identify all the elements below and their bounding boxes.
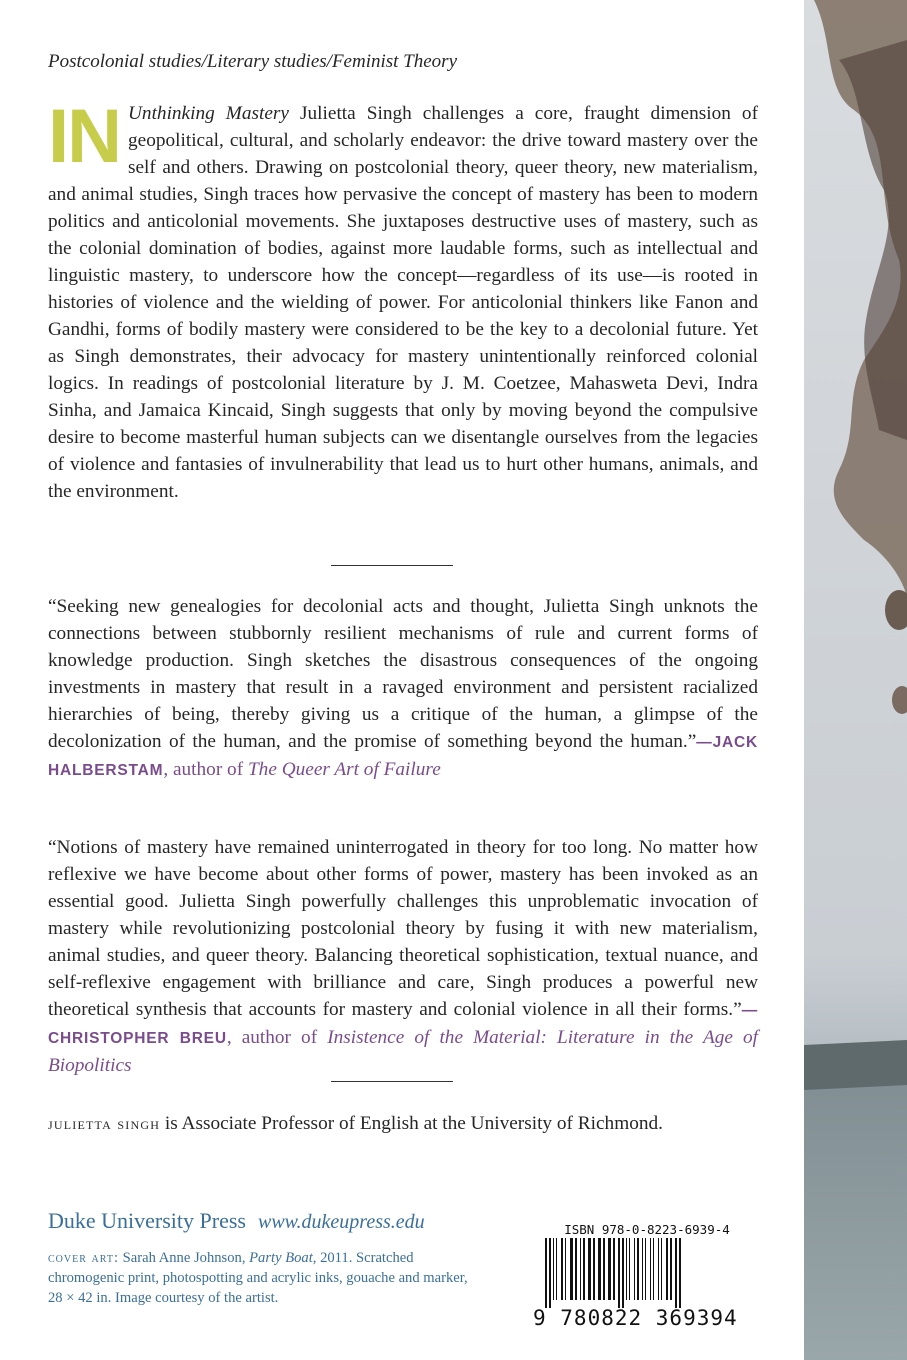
barcode-bar [603,1238,605,1300]
book-title: Unthinking Mastery [128,103,289,124]
quote-attribution: , author of [226,1027,328,1048]
barcode-bar [593,1238,595,1300]
barcode-bar [626,1238,627,1300]
barcode-bars [545,1238,749,1308]
barcode-bar [598,1238,601,1300]
barcode-bar [675,1238,677,1308]
description-blurb [48,94,758,505]
barcode-bar [618,1238,620,1308]
divider [331,1081,453,1082]
bio-text: is Associate Professor of English at the University of Richmond. [160,1113,663,1134]
quote-text: “Notions of mastery have remained uninterrogated in theory for too long. No matter how reflexive we have become about other forms of power, mastery has been invoked as an essential good. Julietta Singh powerfully challenges this unproblematic invocation of mastery while revolutionizing postcolonial theory by fusing it with new materialism, animal studies, and queer theory. Balancing theoretical sophistication, textual nuance, and self-reflexive engagement with brilliance and care, Singh produces a powerful new theoretical synthesis that accounts for mastery and colonial violence in all their forms.” [48,837,758,1020]
isbn-barcode [533,1222,761,1330]
barcode-bar [658,1238,659,1300]
barcode-bar [670,1238,672,1300]
barcode-bar [545,1238,547,1308]
quote-attribution: , author of [163,759,248,780]
barcode-bar [556,1238,557,1300]
blurb-text: Julietta Singh challenges a core, fraught dimension of geopolitical, cultural, and scholarly endeavor: the drive toward mastery over the self and others. Drawing on postcolonial theory, queer theory, new materialism, and animal studies, Singh traces how pervasive the concept of mastery has been to modern politics and anticolonial movements. She juxtaposes destructive uses of mastery, such as the colonial domination of bodies, against more laudable forms, such as intellectual and linguistic mastery, to underscore how the concept—regardless of its use—is rooted in histories of violence and the wielding of power. For anticolonial thinkers like Fanon and Gandhi, forms of bodily mastery were considered to be the key to a decolonial future. Yet as Singh demonstrates, their advocacy for mastery unintentionally reinforced colonial logics. In readings of postcolonial literature by J. M. Coetzee, Mahasweta Devi, Indra Sinha, and Jamaica Kincaid, Singh suggests that only by moving beyond the compulsive desire to become masterful human subjects can we disentangle ourselves from the legacies of violence and fantasies of invulnerability that lead us to hurt other humans, animals, and the environment. [48,103,758,502]
quote-author: —CHRISTOPHER BREU [48,1002,758,1047]
barcode-bar [629,1238,630,1300]
barcode-bar [650,1238,651,1300]
cover-art-strip [804,0,907,1360]
barcode-bar [634,1238,635,1300]
quote-author-book: The Queer Art of Failure [247,759,441,780]
quote-author: —JACK HALBERSTAM [48,734,758,779]
endorsement-quote-1 [48,593,758,784]
barcode-bar [653,1238,654,1300]
endorsement-quote-2 [48,834,758,1079]
quote-author-book: Insistence of the Material: Literature in the Age of Biopolitics [48,1027,759,1076]
barcode-bar [588,1238,591,1300]
barcode-bar [613,1238,615,1300]
barcode-bar [637,1238,639,1300]
publisher-name: Duke University Press [48,1208,246,1233]
cover-art-credit [48,1248,468,1308]
credit-work: Party Boat [249,1250,313,1266]
isbn-label: ISBN 978-0-8223-6939-4 [564,1222,730,1237]
barcode-bar [570,1238,573,1300]
divider [331,565,453,566]
barcode-bar [666,1238,668,1300]
credit-details: , 2011. Scratched chromogenic print, photospotting and acrylic inks, gouache and marker, 28 × 42 in. Image courtesy of the artist. [48,1250,468,1306]
publisher-url[interactable]: www.dukeupress.edu [257,1211,425,1233]
barcode-bar [661,1238,662,1300]
credit-label: cover art: [48,1250,119,1266]
barcode-number: 9 780822 369394 [533,1306,738,1330]
sea-area [804,1045,907,1360]
barcode-bar [561,1238,563,1300]
barcode-bar [608,1238,611,1300]
barcode-bar [580,1238,581,1300]
barcode-bar [622,1238,624,1308]
drop-cap: IN [48,94,120,179]
category-line: Postcolonial studies/Literary studies/Feminist Theory [48,51,458,72]
author-name: julietta singh [48,1114,161,1133]
quote-text: “Seeking new genealogies for decolonial acts and thought, Julietta Singh unknots the connections between stubbornly resilient mechanisms of rule and current forms of knowledge production. Singh sketches the disastrous consequences of the ongoing investments in mastery that result in a ravaged environment and persistent racialized hierarchies of being, thereby giving us a critique of the human, a glimpse of the decolonization of the human, and the promise of something beyond the human.” [48,596,758,752]
shore-band [804,1040,907,1090]
barcode-bar [645,1238,646,1300]
barcode-bar [575,1238,577,1300]
barcode-bar [553,1238,554,1300]
barcode-bar [565,1238,566,1300]
publisher-line [48,1208,425,1234]
barcode-bar [642,1238,643,1300]
barcode-bar [583,1238,585,1300]
barcode-bar [679,1238,681,1308]
author-bio [48,1110,758,1137]
barcode-bar [549,1238,551,1308]
credit-artist: Sarah Anne Johnson, [119,1250,250,1266]
